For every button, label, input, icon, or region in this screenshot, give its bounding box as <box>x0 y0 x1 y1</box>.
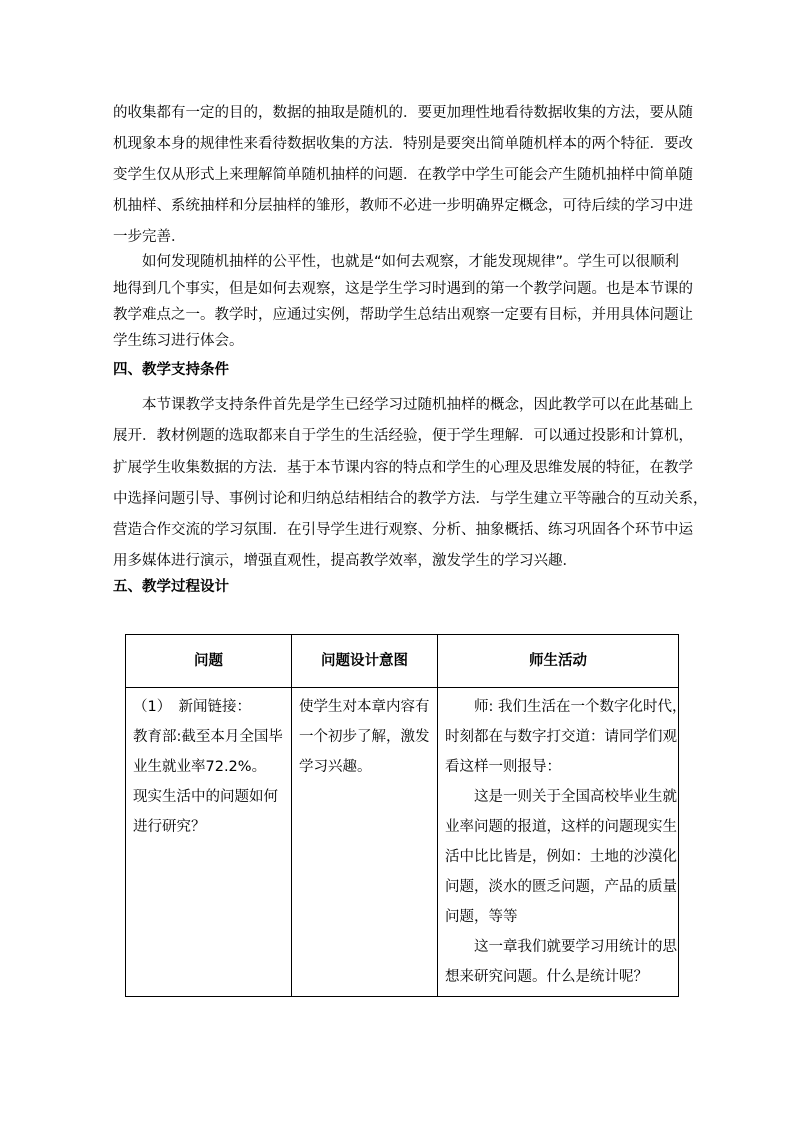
cell-line: 使学生对本章内容有 <box>299 699 430 715</box>
cell-line: 这一章我们就要学习用统计的思 <box>474 939 677 955</box>
text-line: 中选择问题引导、事例讨论和归纳总结相结合的教学方法．与学生建立平等融合的互动关系， <box>113 491 708 507</box>
section-heading-process: 五、教学过程设计 <box>113 579 229 595</box>
cell-line: 进行研究？ <box>133 819 206 835</box>
cell-line: 教育部:截至本月全国毕 <box>133 729 283 745</box>
text-line: 学生练习进行体会。 <box>113 333 244 349</box>
text-line: 营造合作交流的学习氛围．在引导学生进行观察、分析、抽象概括、练习巩固各个环节中运 <box>113 522 693 538</box>
text-line: 变学生仅从形式上来理解简单随机抽样的问题．在教学中学生可能会产生随机抽样中简单随 <box>113 167 693 183</box>
cell-line: 一个初步了解，激发 <box>299 729 430 745</box>
cell-line: 问题，淡水的匮乏问题，产品的质量 <box>445 879 677 895</box>
text-line: 本节课教学支持条件首先是学生已经学习过随机抽样的概念，因此教学可以在此基础上 <box>142 397 693 413</box>
cell-line: 想来研究问题。什么是统计呢？ <box>445 969 648 985</box>
cell-line: 这是一则关于全国高校毕业生就 <box>474 789 677 805</box>
cell-line: （1） 新闻链接： <box>133 699 251 715</box>
text-line: 机抽样、系统抽样和分层抽样的雏形，教师不必进一步明确界定概念，可待后续的学习中进 <box>113 198 693 214</box>
text-line: 用多媒体进行演示，增强直观性，提高教学效率，激发学生的学习兴趣． <box>113 553 577 569</box>
text-line: 机现象本身的规律性来看待数据收集的方法．特别是要突出简单随机样本的两个特征．要改 <box>113 136 693 152</box>
cell-line: 业率问题的报道，这样的问题现实生 <box>445 819 677 835</box>
text-line: 教学难点之一。教学时，应通过实例，帮助学生总结出观察一定要有目标，并用具体问题让 <box>113 307 693 323</box>
header-teacher-student-activity: 师生活动 <box>438 635 679 688</box>
text-line: 地得到几个事实，但是如何去观察，这是学生学习时遇到的第一个教学问题。也是本节课的 <box>113 281 693 297</box>
text-line: 扩展学生收集数据的方法．基于本节课内容的特点和学生的心理及思维发展的特征，在教学 <box>113 460 693 476</box>
table-header-row <box>126 635 679 688</box>
text-line: 的收集都有一定的目的，数据的抽取是随机的．要更加理性地看待数据收集的方法，要从随 <box>113 105 693 121</box>
cell-line: 时刻都在与数字打交道：请同学们观 <box>445 729 677 745</box>
table-row <box>126 688 679 997</box>
header-design-intent: 问题设计意图 <box>292 635 438 688</box>
cell-question <box>126 688 292 997</box>
cell-line: 看这样一则报导： <box>445 759 561 775</box>
text-line: 如何发现随机抽样的公平性，也就是“如何去观察，才能发现规律”。学生可以很顺利 <box>142 254 680 270</box>
cell-design-intent <box>292 688 438 997</box>
cell-line: 业生就业率72.2%。 <box>133 759 267 775</box>
cell-line: 活中比比皆是，例如：土地的沙漠化 <box>445 849 677 865</box>
teaching-process-table <box>125 634 687 997</box>
cell-line: 师: 我们生活在一个数字化时代， <box>474 699 687 715</box>
text-line: 一步完善． <box>113 229 186 245</box>
header-question: 问题 <box>126 635 292 688</box>
text-line: 展开．教材例题的选取都来自于学生的生活经验，便于学生理解．可以通过投影和计算机， <box>113 428 693 444</box>
cell-line: 现实生活中的问题如何 <box>133 789 278 805</box>
section-heading-support: 四、教学支持条件 <box>113 362 229 378</box>
cell-line: 问题，等等 <box>445 909 518 925</box>
cell-teacher-student-activity <box>438 688 687 997</box>
cell-line: 学习兴趣。 <box>299 759 372 775</box>
